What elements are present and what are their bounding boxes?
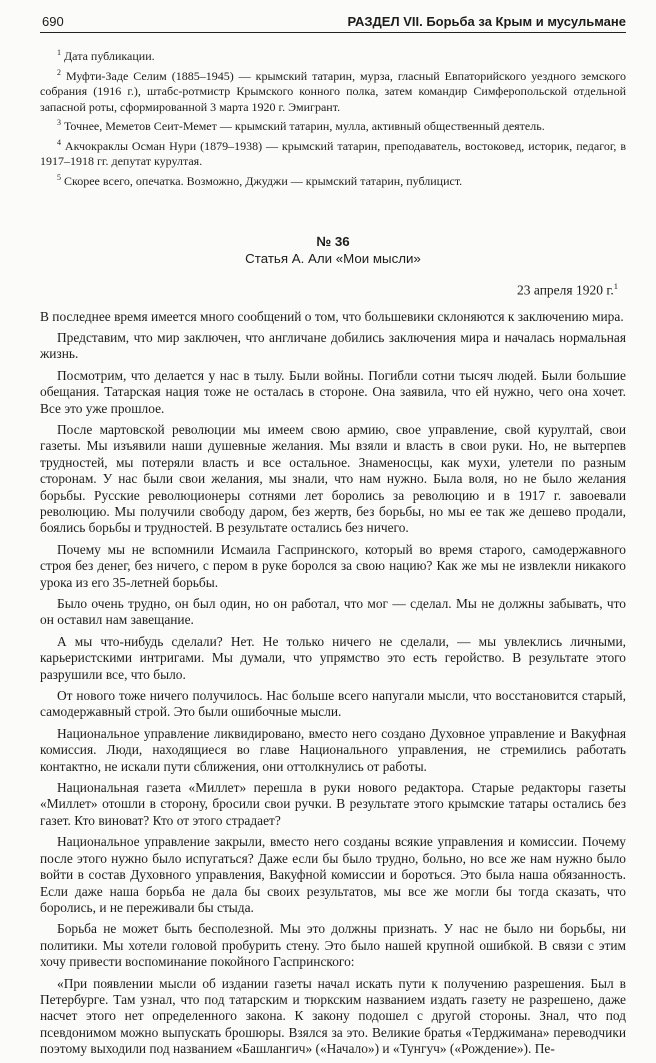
- article-body: [40, 309, 626, 1058]
- footnote-text: Скорее всего, опечатка. Возможно, Джуджи — крымский татарин, публицист.: [64, 173, 463, 188]
- footnote-marker: 2: [57, 67, 61, 77]
- paragraph: Национальное управление закрыли, вместо него созданы всякие управления и комиссии. Почему после этого нужно было испугаться? Даже если бы было трудно, больно, но все же нам нужно было войти в состав Духовного управления, Вакуфной комиссии и бороться. Это была наша обязанность. Если даже наша борьба не дала бы своих результатов, мы все же могли бы тогда сказать, что боролись, и не переживали бы стыда.: [40, 834, 626, 915]
- paragraph: Национальное управление ликвидировано, вместо него создано Духовное управление и Вакуфная комиссия. Люди, находящиеся во главе Национального управления, не стремились работать контактно, не искали пути сближения, они оттолкнулись от работы.: [40, 725, 626, 774]
- paragraph: А мы что-нибудь сделали? Нет. Не только ничего не сделали, — мы увлеклись личными, карьеристскими интригами. Мы думали, что упрямство это есть геройство. В результате этого разрушили все, что было.: [40, 633, 626, 682]
- section-title: РАЗДЕЛ VII. Борьба за Крым и мусульмане: [347, 14, 626, 29]
- document-number: № 36: [316, 234, 350, 249]
- paragraph: От нового тоже ничего получилось. Нас больше всего напугали мысли, что восстановится старый, самодержавный строй. Это были ошибочные мысли.: [40, 688, 626, 720]
- paragraph: «При появлении мысли об издании газеты начал искать пути к получению разрешения. Был в Петербурге. Там узнал, что под татарским и тюркским названием издать газету не разрешено, даже насчет этого нет определенного закона. К закону подошел с другой стороны. Знал, что под псевдонимом можно выпускать брошюры. Взялся за это. Великие братья «Терджимана» переводчики поэтому выходили под названием «Башлангич» («Начало») и «Тунгуч» («Рождение»). Пе-: [40, 975, 626, 1057]
- paragraph: Борьба не может быть бесполезной. Мы это должны признать. У нас не было ни борьбы, ни политики. Мы хотели головой пробурить стену. Это было нашей крупной ошибкой. В связи с этим хочу привести воспоминание покойного Гаспринского:: [40, 921, 626, 970]
- footnote: [40, 115, 626, 135]
- footnote-marker: 3: [57, 118, 61, 127]
- date-footnote-marker: 1: [613, 281, 618, 291]
- footnote-marker: 1: [57, 48, 61, 57]
- paragraph: Почему мы не вспомнили Исмаила Гаспринского, который во время старого, самодержавного строя без денег, без ничего, с пером в руке боролся за свою нацию? Как же мы не извлекли никакого урока из его 35-летней борьбы.: [40, 541, 626, 590]
- footnote-text: Акчокраклы Осман Нури (1879–1938) — крымский татарин, преподаватель, востоковед, историк, педагог, в 1917–1918 гг. депутат курултая.: [40, 138, 627, 168]
- footnote-text: Дата публикации.: [64, 49, 155, 63]
- footnote: [40, 45, 626, 65]
- footnote-text: Муфти-Заде Селим (1885–1945) — крымский татарин, мурза, гласный Евпаторийского уездного земского собрания (1916 г.), штабс-ротмистр Крымского конного полка, затем командир Симферопольской отдельной запасной роты, сформированной 3 марта 1920 г. Эмигрант.: [40, 68, 626, 114]
- footnote-text: Точнее, Меметов Сеит-Мемет — крымский татарин, мулла, активный общественный деятель.: [64, 119, 545, 133]
- paragraph: Представим, что мир заключен, что англичане добились заключения мира и началась нормальная жизнь.: [40, 329, 626, 362]
- footnote-marker: 4: [57, 137, 61, 147]
- paragraph: В последнее время имеется много сообщений о том, что большевики склоняются к заключению мира.: [40, 308, 624, 324]
- paragraph: Посмотрим, что делается у нас в тылу. Были войны. Погибли сотни тысяч людей. Были большие обещания. Татарская нация тоже не осталась в стороне. Она заявила, что ей нужно, чего она хочет. Все это уже прошлое.: [40, 367, 626, 416]
- paragraph: Было очень трудно, он был один, но он работал, что мог — сделал. Мы не должны забывать, что он оставил нам завещание.: [40, 596, 626, 628]
- footnote: [40, 65, 626, 116]
- page-number: 690: [42, 14, 64, 29]
- footnotes: [40, 45, 626, 189]
- footnote: [40, 170, 626, 190]
- page-header: [40, 14, 626, 33]
- document-date: [40, 281, 626, 299]
- date-text: 23 апреля 1920 г.: [517, 282, 614, 298]
- paragraph: После мартовской революции мы имеем свою армию, свое управление, свой курултай, свои газеты. Мы изъявили наши душевные желания. Мы взяли и власть в свои руки. Но, не вытерпев трудностей, мы потеряли власть и все остальное. Знаменосцы, как мухи, улетели по разным сторонам. У нас были свои желания, мы знали, что нам нужно. Была воля, но не было желания борьбы. Русские революционеры сотнями лет боролись за революцию и в 1917 г. завоевали революцию. Мы получили свободу даром, без жертв, без борьбы, но мы ее так же дешево продали, боялись борьбы и трудностей. В результате остались без ничего.: [40, 421, 626, 536]
- paragraph: Национальная газета «Миллет» перешла в руки нового редактора. Старые редакторы газеты «Миллет» отошли в сторону, бросили свои ручки. В результате этого крымские татары остались без газет. Кто виноват? Кто от этого страдает?: [40, 780, 626, 828]
- footnote: [40, 135, 626, 170]
- footnote-marker: 5: [57, 172, 61, 182]
- document-title: Статья А. Али «Мои мысли»: [245, 251, 421, 266]
- document-heading: [40, 233, 626, 267]
- document-page: [40, 14, 626, 1063]
